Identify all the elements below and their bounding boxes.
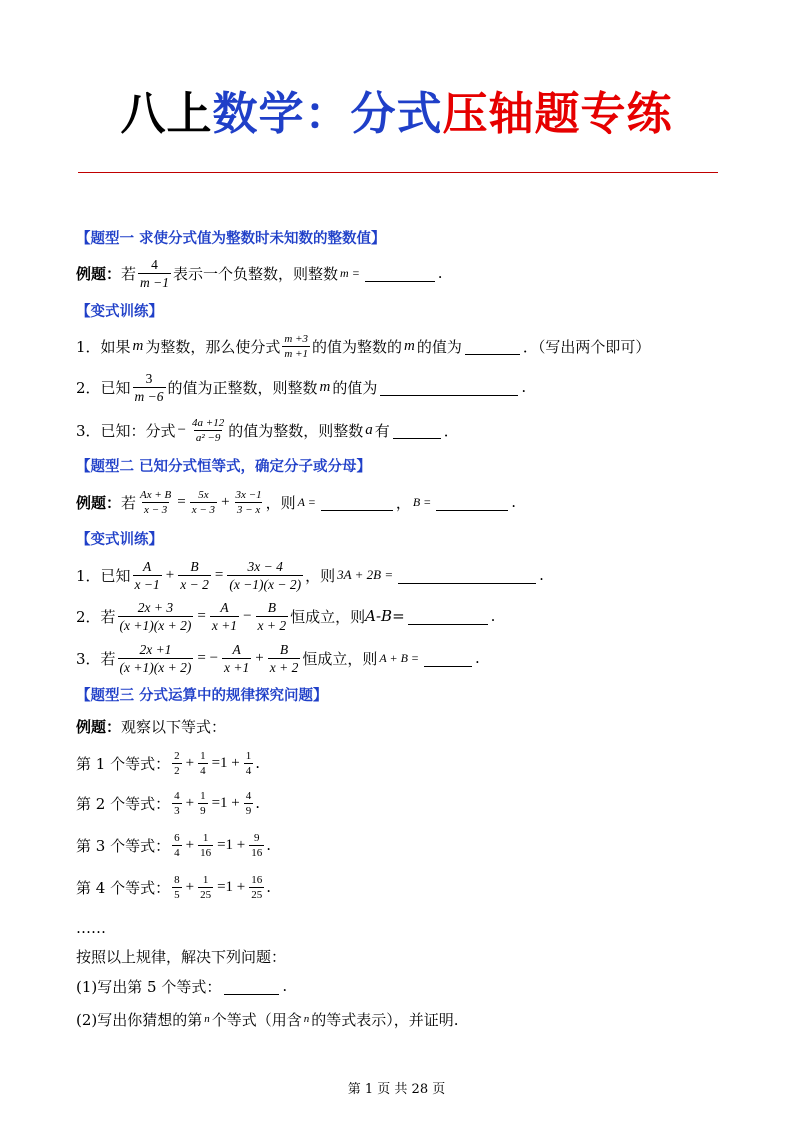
equation-label: 第 4 个等式： bbox=[76, 878, 171, 897]
fraction bbox=[249, 873, 264, 902]
answer-blank[interactable] bbox=[408, 607, 488, 625]
fraction bbox=[172, 831, 182, 860]
ellipsis: …… bbox=[76, 919, 106, 937]
fraction bbox=[210, 599, 239, 634]
equation-middle: =1 + bbox=[211, 794, 240, 811]
part-1 bbox=[76, 968, 287, 1004]
denominator: x +1 bbox=[211, 617, 238, 633]
example-lead: 例题： bbox=[76, 717, 122, 736]
expression: A + B = bbox=[379, 650, 419, 665]
fraction bbox=[234, 488, 264, 517]
variable: n bbox=[303, 1013, 310, 1025]
numerator: 6 bbox=[174, 831, 180, 844]
text: 3．已知：分式 bbox=[76, 421, 176, 440]
answer-blank[interactable] bbox=[393, 421, 441, 439]
numerator: 4a +12 bbox=[192, 416, 225, 429]
numerator: 4 bbox=[174, 789, 180, 802]
denominator: 2 bbox=[174, 764, 180, 777]
denominator: x + 2 bbox=[269, 659, 299, 675]
numerator: 3 bbox=[145, 370, 153, 386]
text: ，则 bbox=[305, 566, 336, 585]
denominator: 16 bbox=[251, 846, 263, 859]
text: 若 bbox=[121, 264, 137, 283]
denominator: 5 bbox=[174, 888, 180, 901]
plus-sign: + bbox=[255, 649, 264, 666]
question-2-3 bbox=[76, 640, 480, 676]
question-1-3 bbox=[76, 412, 459, 448]
title-divider bbox=[78, 172, 718, 173]
text: . bbox=[521, 378, 527, 396]
text: 恒成立，则 bbox=[302, 649, 378, 668]
numerator: 1 bbox=[202, 831, 209, 844]
answer-blank[interactable] bbox=[365, 264, 435, 282]
title-part2: 数学：分式 bbox=[212, 87, 443, 140]
text: 的值为整数，则整数 bbox=[228, 421, 364, 440]
numerator: B bbox=[267, 599, 276, 615]
question-1-2 bbox=[76, 369, 526, 405]
numerator: 4 bbox=[245, 789, 252, 802]
fraction bbox=[138, 488, 173, 517]
text: 有 bbox=[374, 421, 390, 440]
text: 的值为 bbox=[332, 378, 378, 397]
example-1 bbox=[76, 255, 443, 291]
equation-row: 第 4 个等式： $\frac{8}{5}$ + $\frac{1}{25}$ =1 + $\frac{16}{25}$ . bbox=[76, 873, 272, 901]
fraction bbox=[118, 599, 194, 634]
variable: m bbox=[132, 337, 144, 354]
equation-label: 第 3 个等式： bbox=[76, 836, 171, 855]
denominator: x − 3 bbox=[191, 503, 216, 516]
equation-middle: =1 + bbox=[217, 878, 246, 895]
text: 若 bbox=[121, 493, 137, 512]
answer-blank-a[interactable] bbox=[321, 493, 393, 511]
fraction bbox=[190, 488, 217, 517]
denominator: x + 2 bbox=[257, 617, 287, 633]
text: 1．已知 bbox=[76, 566, 131, 585]
section-heading-3: 【题型三 分式运算中的规律探究问题】 bbox=[76, 687, 328, 704]
denominator: 4 bbox=[174, 846, 180, 859]
text: 3．若 bbox=[76, 649, 116, 668]
training-heading-2: 【变式训练】 bbox=[76, 531, 163, 548]
text: ．（写出两个即可） bbox=[522, 337, 651, 356]
fraction bbox=[133, 370, 166, 405]
denominator: 16 bbox=[200, 846, 212, 859]
expression: 3A + 2B = bbox=[337, 567, 394, 582]
fraction bbox=[178, 558, 211, 593]
denominator: m +1 bbox=[284, 347, 309, 360]
denominator: x − 2 bbox=[180, 576, 209, 592]
variable: m bbox=[404, 337, 415, 354]
numerator: 4 bbox=[151, 256, 158, 272]
fraction bbox=[244, 749, 254, 778]
fraction bbox=[172, 873, 182, 902]
numerator: 16 bbox=[251, 873, 263, 886]
numerator: 1 bbox=[245, 749, 252, 762]
numerator: m +3 bbox=[284, 332, 309, 345]
equation-row: 第 3 个等式： $\frac{6}{4}$ + $\frac{1}{16}$ =1 + $\frac{9}{16}$ . bbox=[76, 831, 272, 859]
answer-blank-b[interactable] bbox=[436, 493, 508, 511]
text: 的等式表示），并证明. bbox=[311, 1010, 459, 1029]
text: . bbox=[475, 649, 480, 667]
denominator: 25 bbox=[200, 888, 212, 901]
text: 个等式（用含 bbox=[211, 1010, 302, 1029]
text: . bbox=[539, 566, 544, 584]
part-2 bbox=[76, 1001, 459, 1037]
text: 的值为 bbox=[416, 337, 462, 356]
answer-blank[interactable] bbox=[465, 337, 520, 355]
denominator: 9 bbox=[245, 804, 252, 817]
numerator: 3x −1 bbox=[235, 488, 262, 501]
denominator: m −1 bbox=[140, 274, 170, 290]
denominator: 9 bbox=[200, 804, 206, 817]
plus-sign: + bbox=[221, 493, 230, 510]
fraction bbox=[118, 641, 194, 676]
numerator: B bbox=[279, 641, 289, 657]
denominator: 4 bbox=[245, 764, 252, 777]
text: . bbox=[282, 977, 288, 995]
equation-middle: =1 + bbox=[217, 836, 246, 853]
text: 2．若 bbox=[76, 607, 116, 626]
numerator: 3x − 4 bbox=[247, 558, 283, 574]
training-heading-1: 【变式训练】 bbox=[76, 303, 163, 320]
fraction bbox=[138, 256, 171, 291]
example-2 bbox=[76, 484, 516, 520]
text: 观察以下等式： bbox=[121, 717, 227, 736]
equation-label: 第 2 个等式： bbox=[76, 794, 171, 813]
numerator: 2 bbox=[174, 749, 180, 762]
denominator: x +1 bbox=[224, 659, 250, 675]
text: 表示一个负整数，则整数 bbox=[173, 264, 339, 283]
variable: B = bbox=[412, 494, 432, 509]
text: . bbox=[511, 493, 517, 511]
text: 2．已知 bbox=[76, 378, 131, 397]
answer-blank[interactable] bbox=[380, 378, 518, 396]
numerator: 2x +1 bbox=[139, 641, 172, 657]
section-heading-2: 【题型二 已知分式恒等式，确定分子或分母】 bbox=[76, 458, 372, 475]
answer-blank[interactable] bbox=[398, 566, 536, 584]
text: . bbox=[490, 607, 496, 625]
text: (1)写出第 5 个等式： bbox=[76, 977, 222, 996]
text: 1．如果 bbox=[76, 337, 131, 356]
denominator: 4 bbox=[200, 764, 206, 777]
numerator: 2x + 3 bbox=[137, 599, 174, 615]
equation-label: 第 1 个等式： bbox=[76, 754, 171, 773]
numerator: A bbox=[232, 641, 241, 657]
text: 的值为正整数，则整数 bbox=[167, 378, 318, 397]
text: ，则 bbox=[265, 493, 296, 512]
minus-sign: − bbox=[243, 607, 252, 624]
equation-row: 第 1 个等式： $\frac{2}{2}$ + $\frac{1}{4}$ =1 + $\frac{1}{4}$ . bbox=[76, 749, 261, 777]
variable: A = bbox=[297, 494, 316, 509]
text: 恒成立，则 bbox=[290, 607, 366, 626]
denominator: 25 bbox=[251, 888, 263, 901]
fraction bbox=[268, 641, 301, 676]
numerator: 1 bbox=[202, 873, 209, 886]
fraction bbox=[198, 749, 208, 778]
equals-sign: = bbox=[197, 607, 206, 624]
denominator: 3 bbox=[174, 804, 180, 817]
variable: n bbox=[204, 1013, 210, 1025]
fraction bbox=[244, 789, 254, 818]
denominator: (x +1)(x + 2) bbox=[119, 659, 192, 675]
text: 为整数，那么使分式 bbox=[145, 337, 281, 356]
page-title bbox=[0, 82, 793, 146]
fraction bbox=[190, 416, 226, 445]
denominator: m −6 bbox=[134, 388, 164, 404]
answer-blank[interactable] bbox=[224, 977, 279, 995]
numerator: 1 bbox=[200, 789, 206, 802]
fraction bbox=[227, 558, 303, 593]
numerator: A bbox=[143, 558, 152, 574]
plus-sign: + bbox=[165, 566, 175, 583]
text: 的值为整数的 bbox=[312, 337, 403, 356]
equals-sign: = bbox=[177, 493, 186, 510]
numerator: 1 bbox=[200, 749, 206, 762]
numerator: Ax + B bbox=[140, 488, 172, 501]
text: ． bbox=[443, 421, 459, 440]
fraction bbox=[198, 873, 213, 902]
instructions: 按照以上规律，解决下列问题： bbox=[76, 947, 287, 966]
numerator: 8 bbox=[174, 873, 180, 886]
text: . bbox=[437, 264, 443, 282]
section-heading-1: 【题型一 求使分式值为整数时未知数的整数值】 bbox=[76, 230, 386, 247]
fraction bbox=[249, 831, 264, 860]
numerator: 9 bbox=[253, 831, 260, 844]
example-lead: 例题： bbox=[76, 493, 122, 512]
fraction bbox=[198, 789, 208, 818]
fraction bbox=[198, 831, 213, 860]
equation-row: 第 2 个等式： $\frac{4}{3}$ + $\frac{1}{9}$ =1 + $\frac{4}{9}$ . bbox=[76, 789, 261, 817]
title-part1: 八上 bbox=[120, 87, 213, 140]
expression: A-B= bbox=[365, 607, 405, 625]
equation-middle: =1 + bbox=[211, 754, 240, 771]
answer-blank[interactable] bbox=[424, 649, 472, 667]
denominator: (x +1)(x + 2) bbox=[119, 617, 192, 633]
equals-sign: = bbox=[214, 566, 224, 583]
fraction bbox=[256, 599, 289, 634]
title-part3: 压轴题专练 bbox=[442, 87, 673, 140]
question-1-1 bbox=[76, 328, 650, 364]
denominator: (x −1)(x − 2) bbox=[229, 576, 302, 592]
denominator: x − 3 bbox=[144, 503, 168, 516]
denominator: a² −9 bbox=[195, 431, 221, 444]
numerator: B bbox=[190, 558, 199, 574]
variable: m = bbox=[340, 265, 360, 280]
denominator: 3 − x bbox=[236, 503, 261, 516]
equals-minus-sign: = − bbox=[197, 649, 219, 666]
fraction bbox=[172, 789, 182, 818]
variable: m bbox=[319, 378, 331, 395]
fraction bbox=[133, 558, 162, 593]
denominator: x −1 bbox=[134, 576, 160, 592]
question-2-2 bbox=[76, 598, 495, 634]
question-2-1 bbox=[76, 557, 544, 593]
minus-sign: − bbox=[177, 421, 187, 438]
example-3 bbox=[76, 708, 226, 744]
numerator: 5x bbox=[198, 488, 209, 501]
fraction bbox=[222, 641, 251, 676]
fraction bbox=[172, 749, 182, 778]
variable: a bbox=[365, 421, 373, 438]
example-lead: 例题： bbox=[76, 264, 122, 283]
numerator: A bbox=[220, 599, 229, 615]
fraction bbox=[282, 332, 310, 361]
text: (2)写出你猜想的第 bbox=[76, 1010, 203, 1029]
text: ， bbox=[395, 493, 411, 512]
page-footer: 第 1 页 共 28 页 bbox=[347, 1082, 446, 1097]
